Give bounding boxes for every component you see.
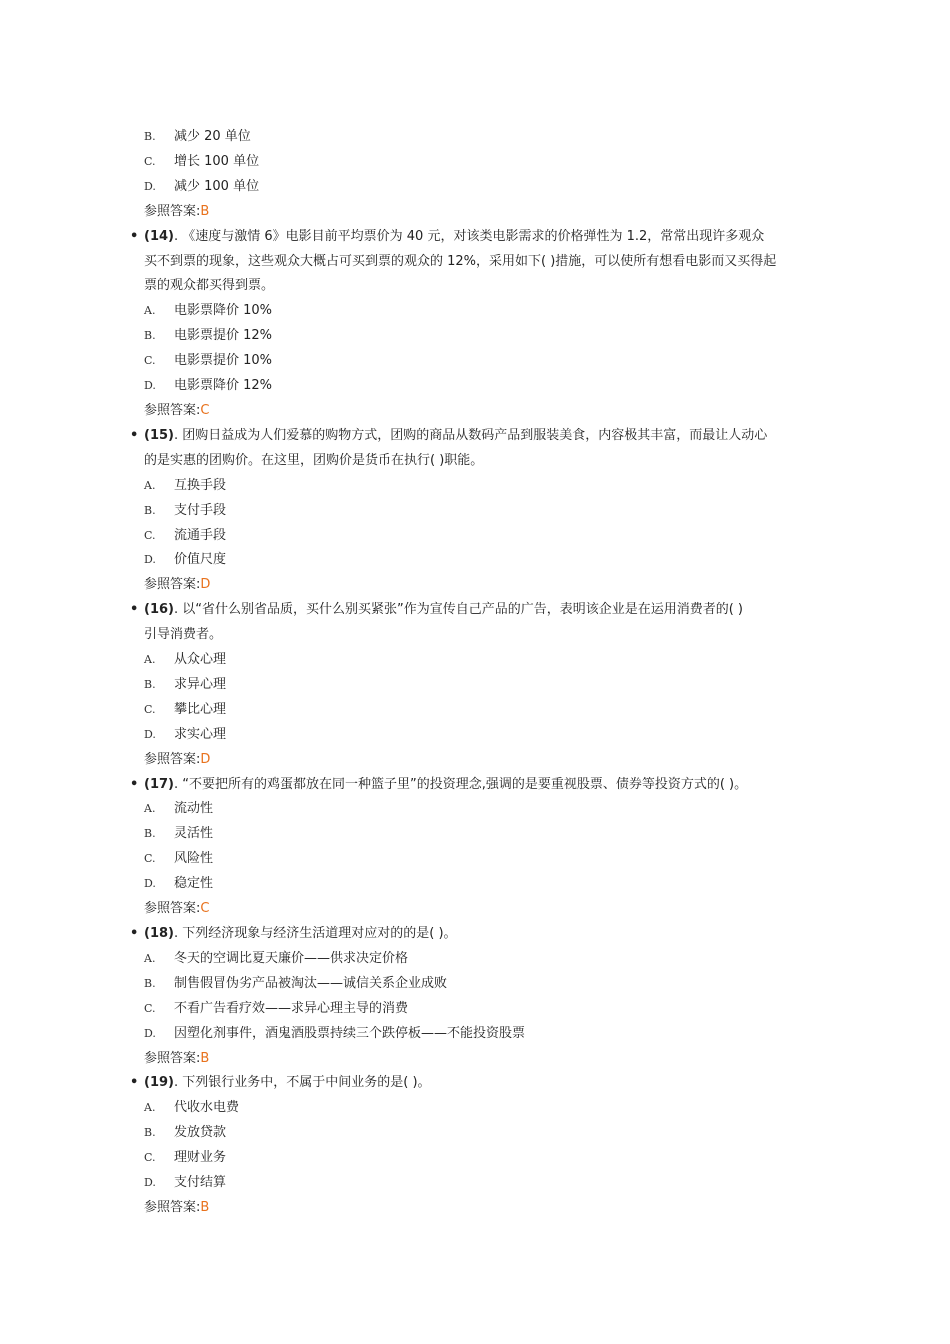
option-d (144, 723, 814, 748)
question-block (130, 424, 814, 598)
answer-line (144, 1047, 814, 1072)
option-letter: D. (144, 1176, 156, 1190)
option-text: 求异心理 (174, 676, 227, 692)
option-letter: D. (144, 379, 156, 393)
question-text: . “不要把所有的鸡蛋都放在同一种篮子里”的投资理念,强调的是要重视股票、债券等投资方式的( )。 (173, 776, 748, 792)
option-letter: B. (144, 329, 156, 343)
option-text: 求实心理 (174, 726, 227, 742)
answer-label: 参照答案: (144, 577, 201, 593)
answer-line (144, 1196, 814, 1221)
option-d (144, 1022, 814, 1047)
answer-value: C (200, 901, 210, 917)
option-c (144, 524, 814, 549)
option-letter: B. (144, 827, 156, 841)
option-letter: A. (144, 653, 156, 667)
option-letter: D. (144, 179, 156, 193)
question-line (144, 424, 814, 449)
question-number: (19) (144, 1075, 174, 1091)
question-text: 买不到票的现象，这些观众大概占可买到票的观众的 12%，采用如下( )措施，可以使所有想看电影而又买得起 (144, 253, 777, 269)
option-b (144, 972, 814, 997)
answer-value: D (200, 577, 211, 593)
option-text: 代收水电费 (174, 1100, 240, 1116)
option-b (144, 822, 814, 847)
question-block (130, 225, 814, 424)
option-text: 稳定性 (174, 876, 214, 892)
question-number: (16) (144, 602, 174, 618)
option-letter: D. (144, 877, 156, 891)
question-block (130, 922, 814, 1071)
question-stem (130, 225, 814, 300)
option-letter: B. (144, 677, 156, 691)
option-text: 增长 100 单位 (174, 153, 260, 169)
question-stem (130, 598, 814, 648)
bullet-icon: • (130, 228, 139, 244)
option-d (144, 548, 814, 573)
option-letter: C. (144, 702, 156, 716)
option-letter: A. (144, 1101, 156, 1115)
option-a (144, 299, 814, 324)
question-text: 的是实惠的团购价。在这里，团购价是货币在执行( )职能。 (144, 452, 484, 468)
option-letter: D. (144, 1026, 156, 1040)
question-stem (130, 773, 814, 798)
question-text: 引导消费者。 (144, 627, 223, 643)
option-text: 制售假冒伪劣产品被淘汰——诚信关系企业成败 (174, 975, 448, 991)
option-text: 减少 20 单位 (174, 129, 251, 144)
option-b (144, 324, 814, 349)
option-text: 减少 100 单位 (174, 178, 260, 194)
answer-line (144, 573, 814, 598)
answer-label: 参照答案: (144, 402, 201, 418)
answer-label: 参照答案: (144, 203, 201, 219)
question-text: 票的观众都买得到票。 (144, 278, 275, 294)
option-c (144, 1146, 814, 1171)
question-number: (18) (144, 926, 174, 941)
option-text: 冬天的空调比夏天廉价——供求决定价格 (174, 950, 409, 966)
question-line (144, 1071, 814, 1096)
option-text: 支付手段 (174, 502, 227, 518)
option-c (144, 698, 814, 723)
question-text: . 团购日益成为人们爱慕的购物方式，团购的商品从数码产品到服装美食，内容极其丰富，而最让人动心 (173, 427, 768, 443)
question-line (144, 922, 814, 947)
bullet-icon: • (130, 602, 139, 618)
option-text: 电影票提价 12% (174, 328, 273, 344)
option-c (144, 150, 814, 175)
answer-value: C (200, 402, 210, 418)
question-text: . 下列经济现象与经济生活道理对应对的的是( )。 (173, 926, 457, 941)
option-letter: C. (144, 1151, 156, 1165)
answer-label: 参照答案: (144, 1199, 201, 1215)
option-text: 支付结算 (174, 1175, 227, 1191)
option-letter: D. (144, 727, 156, 741)
answer-value: B (200, 1050, 210, 1066)
option-letter: B. (144, 976, 156, 990)
question-number: (15) (144, 427, 174, 443)
option-text: 不看广告看疗效——求异心理主导的消费 (174, 1000, 409, 1016)
option-text: 理财业务 (174, 1150, 227, 1166)
option-text: 流通手段 (174, 527, 227, 543)
option-letter: C. (144, 154, 156, 168)
question-line (144, 623, 814, 648)
question-block (130, 773, 814, 922)
question-text: . 下列银行业务中，不属于中间业务的是( )。 (173, 1075, 431, 1091)
question-list (130, 225, 814, 1221)
option-letter: A. (144, 304, 156, 318)
question-number: (14) (144, 228, 174, 244)
option-text: 流动性 (174, 801, 214, 817)
option-text: 攀比心理 (174, 701, 227, 717)
answer-line (144, 200, 814, 225)
option-b (144, 1121, 814, 1146)
option-c (144, 349, 814, 374)
answer-value: B (200, 203, 210, 219)
question-line (144, 773, 814, 798)
option-d (144, 374, 814, 399)
question-text: . 《速度与激情 6》电影目前平均票价为 40 元，对该类电影需求的价格弹性为 1.2，常常出现许多观众 (173, 228, 765, 244)
option-b (144, 499, 814, 524)
option-c (144, 847, 814, 872)
option-letter: B. (144, 130, 156, 143)
answer-label: 参照答案: (144, 751, 201, 767)
option-b (144, 125, 814, 150)
option-a (144, 797, 814, 822)
bullet-icon: • (130, 1075, 139, 1091)
question-stem (130, 922, 814, 947)
option-text: 电影票降价 12% (174, 378, 273, 394)
question-line (144, 449, 814, 474)
question-number: (17) (144, 776, 174, 792)
document-content (130, 125, 814, 1221)
question-line (144, 225, 814, 250)
option-a (144, 648, 814, 673)
question-block (130, 1071, 814, 1220)
option-a (144, 947, 814, 972)
option-d (144, 1171, 814, 1196)
option-letter: A. (144, 802, 156, 816)
answer-value: B (200, 1199, 210, 1215)
option-text: 互换手段 (174, 477, 227, 493)
question-stem (130, 424, 814, 474)
option-text: 发放贷款 (174, 1125, 227, 1141)
answer-line (144, 399, 814, 424)
option-letter: C. (144, 354, 156, 368)
option-d (144, 872, 814, 897)
bullet-icon: • (130, 926, 139, 941)
answer-label: 参照答案: (144, 1050, 201, 1066)
option-letter: A. (144, 951, 156, 965)
option-a (144, 474, 814, 499)
option-letter: A. (144, 478, 156, 492)
option-letter: C. (144, 528, 156, 542)
question-13-tail (144, 125, 814, 225)
option-a (144, 1096, 814, 1121)
question-line (144, 274, 814, 299)
question-line (144, 598, 814, 623)
question-text: . 以“省什么别省品质，买什么别买紧张”作为宣传自己产品的广告，表明该企业是在运用消费者的( ) (173, 602, 743, 618)
option-letter: C. (144, 852, 156, 866)
option-text: 风险性 (174, 851, 214, 867)
option-text: 价值尺度 (174, 552, 227, 568)
answer-line (144, 748, 814, 773)
option-d (144, 175, 814, 200)
option-letter: D. (144, 553, 156, 567)
option-c (144, 997, 814, 1022)
option-text: 电影票提价 10% (174, 353, 273, 369)
option-text: 电影票降价 10% (174, 303, 273, 319)
option-text: 从众心理 (174, 652, 227, 668)
question-block (130, 598, 814, 772)
option-letter: B. (144, 1126, 156, 1140)
option-text: 因塑化剂事件，酒鬼酒股票持续三个跌停板——不能投资股票 (174, 1025, 526, 1041)
option-text: 灵活性 (174, 826, 214, 842)
bullet-icon: • (130, 776, 139, 792)
option-b (144, 673, 814, 698)
question-stem (130, 1071, 814, 1096)
answer-value: D (200, 751, 211, 767)
option-letter: B. (144, 503, 156, 517)
option-letter: C. (144, 1001, 156, 1015)
answer-line (144, 897, 814, 922)
answer-label: 参照答案: (144, 901, 201, 917)
bullet-icon: • (130, 427, 139, 443)
question-line (144, 250, 814, 275)
